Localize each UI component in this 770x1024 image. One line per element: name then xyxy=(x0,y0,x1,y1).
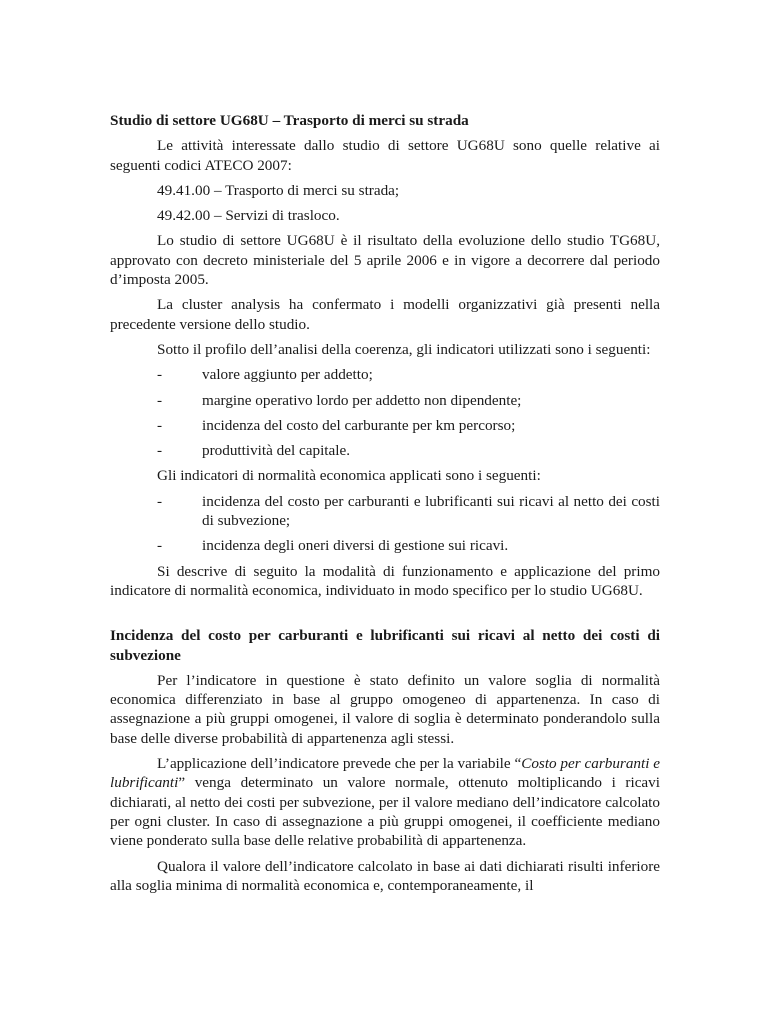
list-item xyxy=(110,416,660,435)
application-paragraph xyxy=(110,754,660,850)
ateco-code-49-42: 49.42.00 – Servizi di trasloco. xyxy=(157,207,340,225)
application-text-start: L’applicazione dell’indicatore prevede che per la variabile “ xyxy=(157,755,522,773)
document-page xyxy=(110,111,660,901)
list-item-text: valore aggiunto per addetto; xyxy=(202,366,373,384)
ateco-code-49-41: 49.41.00 – Trasporto di merci su strada; xyxy=(157,181,400,199)
dash-bullet: - xyxy=(157,492,163,510)
list-item-text: produttività del capitale. xyxy=(202,442,351,460)
dash-bullet: - xyxy=(157,416,163,434)
threshold-paragraph: Per l’indicatore in questione è stato definito un valore soglia di normalità economica differenziato in base al gruppo omogeneo di appartenenza. In caso di assegnazione a più gruppi omogenei, il valore di soglia è determinato ponderandolo sulla base delle diverse probabilità di appartenenza agli stessi. xyxy=(110,671,660,747)
coherence-intro-paragraph: Sotto il profilo dell’analisi della coerenza, gli indicatori utilizzati sono i seguenti: xyxy=(157,340,651,358)
list-item-text: margine operativo lordo per addetto non dipendente; xyxy=(202,391,522,409)
application-text-end: ” venga determinato un valore normale, ottenuto moltiplicando i ricavi dichiarati, al netto dei costi per subvezione, per il valore mediano dell’indicatore calcolato per ogni cluster. In caso di assegnazione a più gruppi omogenei, il coefficiente mediano viene ponderato sulla base delle relative probabilità di appartenenza. xyxy=(110,774,660,850)
section-title-ug68u: Studio di settore UG68U – Trasporto di merci su strada xyxy=(110,112,469,129)
list-item xyxy=(110,536,660,555)
dash-bullet: - xyxy=(157,442,163,460)
list-item-text: incidenza del costo per carburanti e lubrificanti sui ricavi al netto dei costi di subvezione; xyxy=(202,492,660,530)
section-title-incidenza: Incidenza del costo per carburanti e lubrificanti sui ricavi al netto dei costi di subvezione xyxy=(110,627,660,664)
normality-indicator-list xyxy=(110,492,660,556)
dash-bullet: - xyxy=(157,537,163,555)
intro-paragraph: Le attività interessate dallo studio di settore UG68U sono quelle relative ai seguenti codici ATECO 2007: xyxy=(110,137,660,174)
normality-intro-paragraph: Gli indicatori di normalità economica applicati sono i seguenti: xyxy=(157,467,541,485)
evolution-paragraph: Lo studio di settore UG68U è il risultato della evoluzione dello studio TG68U, approvato con decreto ministeriale del 5 aprile 2006 e in vigore a decorrere dal periodo d’imposta 2005. xyxy=(110,232,660,289)
coherence-indicator-list xyxy=(110,365,660,460)
application-variable-name: Costo per carburanti e lubrificanti xyxy=(110,755,660,792)
list-item xyxy=(110,365,660,384)
list-item xyxy=(110,391,660,410)
dash-bullet: - xyxy=(157,391,163,409)
list-item-text: incidenza degli oneri diversi di gestione sui ricavi. xyxy=(202,537,509,555)
list-item xyxy=(110,441,660,460)
list-item xyxy=(110,492,660,531)
condition-paragraph: Qualora il valore dell’indicatore calcolato in base ai dati dichiarati risulti inferiore alla soglia minima di normalità economica e, contemporaneamente, il xyxy=(110,857,660,894)
description-paragraph: Si descrive di seguito la modalità di funzionamento e applicazione del primo indicatore di normalità economica, individuato in modo specifico per lo studio UG68U. xyxy=(110,562,660,599)
cluster-paragraph: La cluster analysis ha confermato i modelli organizzativi già presenti nella precedente versione dello studio. xyxy=(110,296,660,333)
list-item-text: incidenza del costo del carburante per km percorso; xyxy=(202,416,516,434)
dash-bullet: - xyxy=(157,366,163,384)
